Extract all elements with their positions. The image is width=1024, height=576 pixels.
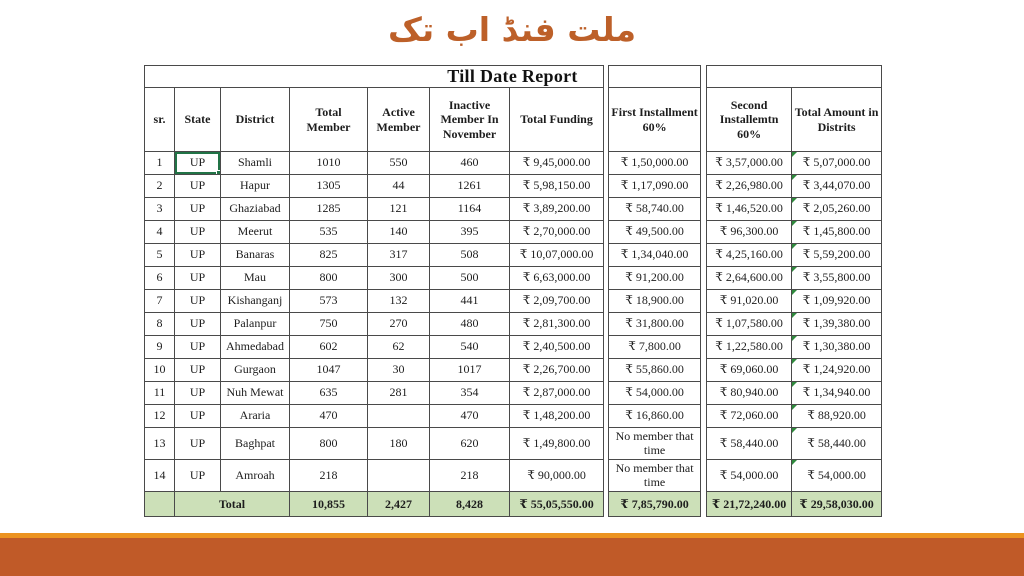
table-row — [707, 267, 882, 290]
cell-second-installment: ₹ 58,440.00 — [707, 428, 792, 460]
cell-state: UP — [175, 336, 221, 359]
cell-total-member: 635 — [290, 382, 368, 405]
cell-inactive-member: 500 — [430, 267, 510, 290]
total-inactive-member: 8,428 — [430, 492, 510, 517]
cell-inactive-member: 354 — [430, 382, 510, 405]
cell-total-funding: ₹ 5,98,150.00 — [510, 175, 604, 198]
cell-sr: 6 — [145, 267, 175, 290]
table-row — [609, 175, 701, 198]
table-row — [145, 244, 604, 267]
cell-state: UP — [175, 267, 221, 290]
cell-active-member: 180 — [368, 428, 430, 460]
cell-inactive-member: 1164 — [430, 198, 510, 221]
cell-first-installment: No member that time — [609, 460, 701, 492]
table-row — [707, 460, 882, 492]
cell-total-member: 800 — [290, 428, 368, 460]
cell-total-funding: ₹ 2,81,300.00 — [510, 313, 604, 336]
header-row — [707, 88, 882, 152]
cell-active-member: 132 — [368, 290, 430, 313]
cell-state: UP — [175, 460, 221, 492]
second-and-total-table — [706, 65, 882, 517]
table-row — [707, 336, 882, 359]
total-row — [707, 492, 882, 517]
cell-second-installment: ₹ 80,940.00 — [707, 382, 792, 405]
cell-active-member — [368, 460, 430, 492]
cell-first-installment: ₹ 18,900.00 — [609, 290, 701, 313]
column-header-total-amount: Total Amount in Distrits — [792, 88, 882, 152]
cell-district: Araria — [221, 405, 290, 428]
cell-total-amount: ₹ 1,09,920.00 — [792, 290, 882, 313]
total-active-member: 2,427 — [368, 492, 430, 517]
report-title: Till Date Report — [447, 66, 578, 86]
cell-total-funding: ₹ 2,40,500.00 — [510, 336, 604, 359]
cell-total-funding: ₹ 2,09,700.00 — [510, 290, 604, 313]
cell-state: UP — [175, 382, 221, 405]
title-band-cell — [609, 66, 701, 88]
cell-total-member: 800 — [290, 267, 368, 290]
table-row — [145, 175, 604, 198]
cell-inactive-member: 441 — [430, 290, 510, 313]
cell-district: Meerut — [221, 221, 290, 244]
cell-total-amount: ₹ 3,55,800.00 — [792, 267, 882, 290]
table-row — [145, 428, 604, 460]
cell-district: Nuh Mewat — [221, 382, 290, 405]
table-row — [707, 382, 882, 405]
cell-active-member: 44 — [368, 175, 430, 198]
cell-state: UP — [175, 290, 221, 313]
column-header-total-funding: Total Funding — [510, 88, 604, 152]
table-row — [707, 313, 882, 336]
cell-total-funding: ₹ 2,87,000.00 — [510, 382, 604, 405]
table-row — [707, 405, 882, 428]
cell-total-funding: ₹ 2,26,700.00 — [510, 359, 604, 382]
cell-total-amount: ₹ 5,59,200.00 — [792, 244, 882, 267]
main-table — [144, 65, 604, 517]
table-row — [609, 267, 701, 290]
cell-active-member: 121 — [368, 198, 430, 221]
cell-state: UP — [175, 428, 221, 460]
cell-active-member: 30 — [368, 359, 430, 382]
cell-district: Mau — [221, 267, 290, 290]
table-row — [145, 359, 604, 382]
urdu-calligraphy-title: ملت فنڈ اب تک — [387, 10, 637, 49]
table-row — [707, 244, 882, 267]
column-header-state: State — [175, 88, 221, 152]
cell-second-installment: ₹ 54,000.00 — [707, 460, 792, 492]
cell-inactive-member: 460 — [430, 152, 510, 175]
cell-sr: 5 — [145, 244, 175, 267]
cell-total-amount: ₹ 2,05,260.00 — [792, 198, 882, 221]
cell-district: Kishanganj — [221, 290, 290, 313]
cell-first-installment: ₹ 58,740.00 — [609, 198, 701, 221]
title-band — [707, 66, 882, 88]
table-row — [609, 428, 701, 460]
cell-sr: 14 — [145, 460, 175, 492]
cell-state: UP — [175, 405, 221, 428]
cell-sr: 8 — [145, 313, 175, 336]
cell-active-member: 317 — [368, 244, 430, 267]
cell-total-member: 1010 — [290, 152, 368, 175]
column-header-inactive-member: Inactive Member In November — [430, 88, 510, 152]
cell-district: Ahmedabad — [221, 336, 290, 359]
table-row — [707, 175, 882, 198]
cell-total-amount: ₹ 54,000.00 — [792, 460, 882, 492]
cell-sr: 3 — [145, 198, 175, 221]
cell-inactive-member: 480 — [430, 313, 510, 336]
cell-inactive-member: 395 — [430, 221, 510, 244]
table-row — [145, 460, 604, 492]
cell-total-amount: ₹ 5,07,000.00 — [792, 152, 882, 175]
cell-second-installment: ₹ 1,22,580.00 — [707, 336, 792, 359]
table-row — [707, 221, 882, 244]
table-row — [609, 290, 701, 313]
table-row — [609, 198, 701, 221]
table-row — [145, 221, 604, 244]
cell-total-funding: ₹ 1,48,200.00 — [510, 405, 604, 428]
cell-total-amount: ₹ 1,30,380.00 — [792, 336, 882, 359]
cell-second-installment: ₹ 1,46,520.00 — [707, 198, 792, 221]
cell-total-funding: ₹ 1,49,800.00 — [510, 428, 604, 460]
header-row — [609, 88, 701, 152]
cell-sr: 2 — [145, 175, 175, 198]
table-row — [145, 198, 604, 221]
cell-inactive-member: 1017 — [430, 359, 510, 382]
cell-active-member: 550 — [368, 152, 430, 175]
cell-total-member: 750 — [290, 313, 368, 336]
table-row — [145, 405, 604, 428]
table-row — [609, 313, 701, 336]
table-row — [145, 152, 604, 175]
cell-first-installment: ₹ 7,800.00 — [609, 336, 701, 359]
cell-state: UP — [175, 359, 221, 382]
cell-second-installment: ₹ 91,020.00 — [707, 290, 792, 313]
cell-state: UP — [175, 175, 221, 198]
cell-district: Ghaziabad — [221, 198, 290, 221]
cell-total-member: 602 — [290, 336, 368, 359]
cell-total-funding: ₹ 9,45,000.00 — [510, 152, 604, 175]
cell-sr: 11 — [145, 382, 175, 405]
cell-total-amount: ₹ 1,24,920.00 — [792, 359, 882, 382]
cell-total-funding: ₹ 2,70,000.00 — [510, 221, 604, 244]
cell-total-member: 1047 — [290, 359, 368, 382]
cell-sr: 13 — [145, 428, 175, 460]
cell-state: UP — [175, 221, 221, 244]
first-installment-table — [608, 65, 701, 517]
cell-total-member: 535 — [290, 221, 368, 244]
header-row — [145, 88, 604, 152]
table-row — [609, 221, 701, 244]
cell-total-amount: ₹ 58,440.00 — [792, 428, 882, 460]
cell-second-installment: ₹ 4,25,160.00 — [707, 244, 792, 267]
column-header-district: District — [221, 88, 290, 152]
cell-inactive-member: 1261 — [430, 175, 510, 198]
cell-second-installment: ₹ 2,26,980.00 — [707, 175, 792, 198]
cell-state: UP — [175, 152, 221, 175]
column-header-sr: sr. — [145, 88, 175, 152]
cell-district: Baghpat — [221, 428, 290, 460]
cell-second-installment: ₹ 69,060.00 — [707, 359, 792, 382]
cell-first-installment: ₹ 55,860.00 — [609, 359, 701, 382]
cell-active-member: 140 — [368, 221, 430, 244]
cell-district: Gurgaon — [221, 359, 290, 382]
cell-first-installment: ₹ 49,500.00 — [609, 221, 701, 244]
cell-district: Amroah — [221, 460, 290, 492]
total-second-installment: ₹ 21,72,240.00 — [707, 492, 792, 517]
cell-state: UP — [175, 198, 221, 221]
cell-total-funding: ₹ 6,63,000.00 — [510, 267, 604, 290]
table-row — [609, 244, 701, 267]
table-row — [609, 460, 701, 492]
cell-state: UP — [175, 313, 221, 336]
cell-active-member: 281 — [368, 382, 430, 405]
cell-total-amount: ₹ 1,39,380.00 — [792, 313, 882, 336]
table-row — [145, 382, 604, 405]
title-band — [145, 66, 604, 88]
total-total-member: 10,855 — [290, 492, 368, 517]
title-band-cell — [145, 66, 604, 88]
table-row — [145, 313, 604, 336]
cell-first-installment: ₹ 1,17,090.00 — [609, 175, 701, 198]
cell-first-installment: ₹ 54,000.00 — [609, 382, 701, 405]
cell-first-installment: ₹ 91,200.00 — [609, 267, 701, 290]
cell-total-amount: ₹ 88,920.00 — [792, 405, 882, 428]
cell-inactive-member: 540 — [430, 336, 510, 359]
table-row — [707, 152, 882, 175]
cell-district: Shamli — [221, 152, 290, 175]
cell-inactive-member: 470 — [430, 405, 510, 428]
cell-sr: 1 — [145, 152, 175, 175]
total-total-funding: ₹ 55,05,550.00 — [510, 492, 604, 517]
cell-sr: 10 — [145, 359, 175, 382]
cell-total-funding: ₹ 3,89,200.00 — [510, 198, 604, 221]
cell-total-member: 825 — [290, 244, 368, 267]
table-row — [707, 428, 882, 460]
total-row — [609, 492, 701, 517]
title-band — [609, 66, 701, 88]
cell-inactive-member: 620 — [430, 428, 510, 460]
cell-total-member: 470 — [290, 405, 368, 428]
table-row — [609, 359, 701, 382]
cell-second-installment: ₹ 96,300.00 — [707, 221, 792, 244]
cell-total-member: 218 — [290, 460, 368, 492]
cell-second-installment: ₹ 2,64,600.00 — [707, 267, 792, 290]
cell-sr: 7 — [145, 290, 175, 313]
cell-first-installment: ₹ 16,860.00 — [609, 405, 701, 428]
table-row — [609, 405, 701, 428]
cell-first-installment: ₹ 31,800.00 — [609, 313, 701, 336]
total-row-sr-cell — [145, 492, 175, 517]
cell-total-funding: ₹ 10,07,000.00 — [510, 244, 604, 267]
total-total-amount: ₹ 29,58,030.00 — [792, 492, 882, 517]
cell-total-funding: ₹ 90,000.00 — [510, 460, 604, 492]
title-band-cell — [707, 66, 882, 88]
cell-first-installment: No member that time — [609, 428, 701, 460]
column-header-first-installment: First Installment 60% — [609, 88, 701, 152]
cell-second-installment: ₹ 3,57,000.00 — [707, 152, 792, 175]
cell-first-installment: ₹ 1,50,000.00 — [609, 152, 701, 175]
cell-district: Palanpur — [221, 313, 290, 336]
column-header-total-member: Total Member — [290, 88, 368, 152]
table-row — [707, 198, 882, 221]
cell-sr: 4 — [145, 221, 175, 244]
cell-total-member: 573 — [290, 290, 368, 313]
table-row — [609, 382, 701, 405]
cell-active-member: 300 — [368, 267, 430, 290]
bottom-accent-bar — [0, 538, 1024, 576]
cell-first-installment: ₹ 1,34,040.00 — [609, 244, 701, 267]
total-first-installment: ₹ 7,85,790.00 — [609, 492, 701, 517]
table-row — [707, 359, 882, 382]
cell-second-installment: ₹ 72,060.00 — [707, 405, 792, 428]
table-row — [145, 290, 604, 313]
table-row — [145, 336, 604, 359]
cell-district: Banaras — [221, 244, 290, 267]
cell-total-amount: ₹ 1,45,800.00 — [792, 221, 882, 244]
total-label: Total — [175, 492, 290, 517]
cell-sr: 9 — [145, 336, 175, 359]
till-date-report-table — [144, 65, 881, 517]
cell-total-amount: ₹ 1,34,940.00 — [792, 382, 882, 405]
cell-active-member — [368, 405, 430, 428]
cell-inactive-member: 218 — [430, 460, 510, 492]
cell-active-member: 62 — [368, 336, 430, 359]
column-header-active-member: Active Member — [368, 88, 430, 152]
cell-total-member: 1305 — [290, 175, 368, 198]
total-row — [145, 492, 604, 517]
cell-state: UP — [175, 244, 221, 267]
table-row — [609, 152, 701, 175]
cell-district: Hapur — [221, 175, 290, 198]
cell-sr: 12 — [145, 405, 175, 428]
column-header-second-installment: Second Installemtn 60% — [707, 88, 792, 152]
cell-total-amount: ₹ 3,44,070.00 — [792, 175, 882, 198]
cell-inactive-member: 508 — [430, 244, 510, 267]
table-row — [609, 336, 701, 359]
cell-active-member: 270 — [368, 313, 430, 336]
cell-total-member: 1285 — [290, 198, 368, 221]
table-row — [145, 267, 604, 290]
table-row — [707, 290, 882, 313]
cell-second-installment: ₹ 1,07,580.00 — [707, 313, 792, 336]
